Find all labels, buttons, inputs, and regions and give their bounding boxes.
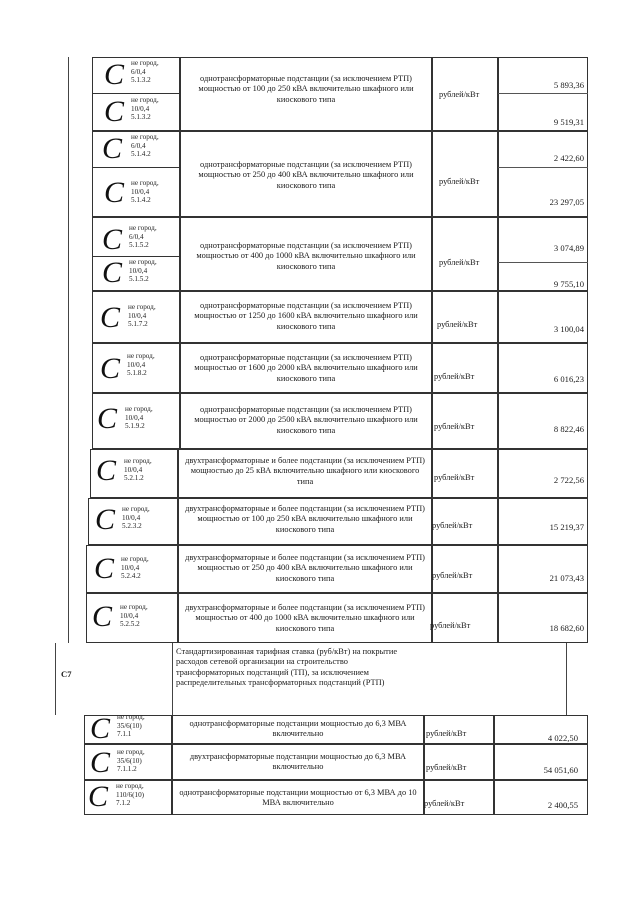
section-description: Стандартизированная тарифная ставка (руб/кВт) на покрытие расходов сетевой организации на строительство трансформаторных подстанций (ТП), за исключением распределительных трансформаторных подстанций (РТП) (176, 647, 398, 688)
row-description: двухтрансформаторные и более подстанции (за исключением РТП) мощностью от 400 до 1000 кВА включительно шкафного или киоскового типа (185, 603, 425, 633)
row-divider (498, 93, 588, 94)
row-unit: рублей/кВт (439, 90, 480, 99)
unit-cell (424, 780, 494, 815)
row-unit: рублей/кВт (426, 729, 467, 738)
row-divider (92, 167, 180, 168)
c-symbol: С (90, 712, 111, 745)
row-value: 3 074,89 (553, 243, 584, 253)
row-description: однотрансформаторные подстанции (за исключением РТП) мощностью от 250 до 400 кВА включительно шкафного или киоскового типа (198, 160, 414, 190)
row-divider (92, 93, 180, 94)
c-symbol: С (95, 503, 116, 536)
row-description: однотрансформаторные подстанции мощностью от 6,3 МВА до 10 МВА включительно (179, 788, 417, 808)
row-value: 15 219,37 (549, 522, 584, 532)
row-unit: рублей/кВт (439, 177, 480, 186)
table-border (68, 57, 69, 643)
unit-cell (424, 744, 494, 780)
row-value: 4 022,50 (547, 733, 578, 743)
row-code: не город, 10/0,4 5.1.7.2 (128, 303, 156, 329)
c-symbol: С (96, 454, 117, 487)
row-unit: рублей/кВт (426, 763, 467, 772)
row-unit: рублей/кВт (430, 621, 471, 630)
c-symbol: С (104, 95, 125, 128)
row-value: 9 755,10 (553, 279, 584, 289)
row-code: не город, 6/0,4 5.1.5.2 (129, 224, 157, 250)
unit-cell (432, 343, 498, 393)
row-code: не город, 35/6(10) 7.1.1.2 (117, 748, 145, 774)
row-value: 8 822,46 (553, 424, 584, 434)
row-value: 21 073,43 (549, 573, 584, 583)
row-unit: рублей/кВт (432, 521, 473, 530)
row-code: не город, 10/0,4 5.1.5.2 (129, 258, 157, 284)
row-value: 23 297,05 (549, 197, 584, 207)
row-value: 3 100,04 (553, 324, 584, 334)
c-symbol: С (102, 223, 123, 256)
value-cell (498, 593, 588, 643)
row-divider (498, 167, 588, 168)
row-code: не город, 6/0,4 5.1.3.2 (131, 59, 159, 85)
row-unit: рублей/кВт (434, 473, 475, 482)
row-code: не город, 10/0,4 5.2.5.2 (120, 603, 148, 629)
c-symbol: С (102, 256, 123, 289)
value-cell (498, 291, 588, 343)
c-symbol: С (104, 58, 125, 91)
c-symbol: С (92, 600, 113, 633)
row-unit: рублей/кВт (434, 372, 475, 381)
row-value: 2 722,56 (553, 475, 584, 485)
row-description: однотрансформаторные подстанции (за исключением РТП) мощностью от 1600 до 2000 кВА включительно шкафного или киоскового типа (194, 353, 418, 383)
row-code: не город, 10/0,4 5.1.4.2 (131, 179, 159, 205)
row-divider (172, 643, 173, 715)
row-description: однотрансформаторные подстанции (за исключением РТП) мощностью от 400 до 1000 кВА включительно шкафного или киоскового типа (196, 241, 416, 271)
value-cell (498, 545, 588, 593)
row-unit: рублей/кВт (432, 571, 473, 580)
row-description: однотрансформаторные подстанции (за исключением РТП) мощностью от 2000 до 2500 кВА включительно шкафного или киоскового типа (194, 405, 418, 435)
value-cell (498, 343, 588, 393)
row-unit: рублей/кВт (437, 320, 478, 329)
unit-cell (432, 291, 498, 343)
row-value: 54 051,60 (543, 765, 578, 775)
row-code: не город, 110/6(10) 7.1.2 (116, 782, 145, 808)
row-code: не город, 10/0,4 5.1.3.2 (131, 96, 159, 122)
row-description: двухтрансформаторные и более подстанции (за исключением РТП) мощностью от 250 до 400 кВА включительно шкафного или киоскового типа (185, 553, 425, 583)
row-description: двухтрансформаторные и более подстанции (за исключением РТП) мощностью до 25 кВА включительно шкафного или киоскового типа (185, 456, 425, 486)
section-code: С7 (61, 669, 72, 679)
row-description: однотрансформаторные подстанции (за исключением РТП) мощностью от 1250 до 1600 кВА включительно шкафного или киоскового типа (194, 301, 418, 331)
row-description: двухтрансформаторные подстанции мощностью до 6,3 МВА включительно (189, 752, 407, 772)
row-code: не город, 10/0,4 5.2.1.2 (124, 457, 152, 483)
c-symbol: С (100, 352, 121, 385)
c-symbol: С (90, 746, 111, 779)
row-code: не город, 10/0,4 5.2.3.2 (122, 505, 150, 531)
row-description: однотрансформаторные подстанции мощностью до 6,3 МВА включительно (189, 719, 407, 739)
row-divider (498, 262, 588, 263)
c-symbol: С (100, 301, 121, 334)
c-symbol: С (102, 132, 123, 165)
row-value: 5 893,36 (553, 80, 584, 90)
row-code: не город, 35/6(10) 7.1.1 (117, 713, 145, 739)
row-code: не город, 10/0,4 5.1.8.2 (127, 352, 155, 378)
row-description: двухтрансформаторные и более подстанции (за исключением РТП) мощностью от 100 до 250 кВА включительно шкафного или киоскового типа (185, 504, 425, 534)
row-code: не город, 6/0,4 5.1.4.2 (131, 133, 159, 159)
c-symbol: С (97, 402, 118, 435)
row-value: 2 422,60 (553, 153, 584, 163)
row-value: 9 519,31 (553, 117, 584, 127)
row-unit: рублей/кВт (424, 799, 465, 808)
value-cell (498, 393, 588, 449)
row-code: не город, 10/0,4 5.1.9.2 (125, 405, 153, 431)
row-description: однотрансформаторные подстанции (за исключением РТП) мощностью от 100 до 250 кВА включительно шкафного или киоскового типа (198, 74, 414, 104)
unit-cell (432, 393, 498, 449)
row-unit: рублей/кВт (434, 422, 475, 431)
row-value: 18 682,60 (549, 623, 584, 633)
c-symbol: С (88, 780, 109, 813)
row-code: не город, 10/0,4 5.2.4.2 (121, 555, 149, 581)
unit-cell (432, 545, 498, 593)
value-cell (498, 449, 588, 498)
row-unit: рублей/кВт (439, 258, 480, 267)
unit-cell (432, 593, 498, 643)
unit-cell (432, 131, 498, 217)
row-divider (566, 643, 567, 715)
row-value: 2 400,55 (547, 800, 578, 810)
unit-cell (432, 217, 498, 291)
c-symbol: С (104, 176, 125, 209)
row-value: 6 016,23 (553, 374, 584, 384)
c-symbol: С (94, 552, 115, 585)
